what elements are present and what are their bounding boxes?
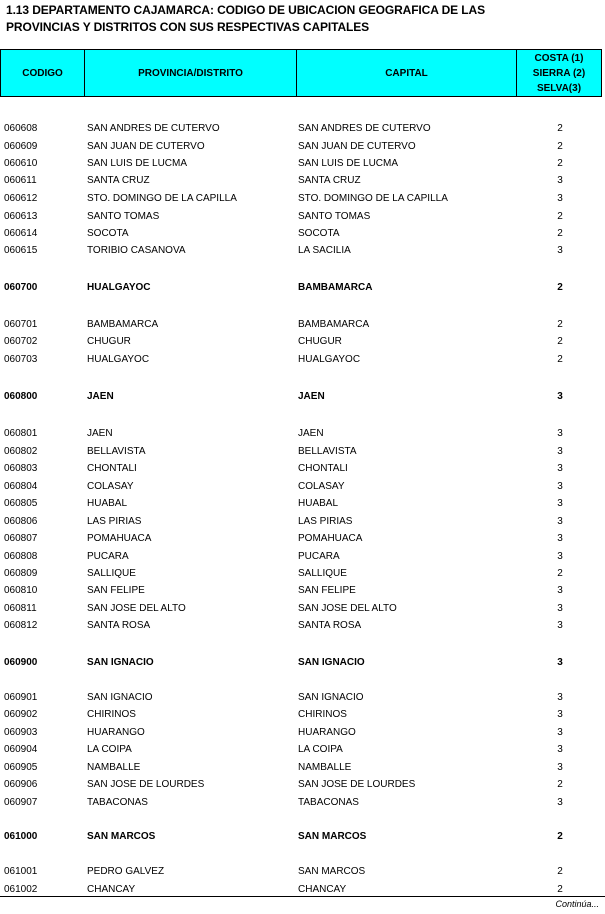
header-region-selva: SELVA(3) — [536, 82, 582, 94]
header-region-sierra: SIERRA (2) — [532, 67, 586, 79]
header-capital: CAPITAL — [297, 50, 517, 96]
region-cell: 2 — [557, 779, 563, 790]
name-cell: SANTA CRUZ — [87, 175, 150, 186]
capital-cell: POMAHUACA — [298, 533, 363, 544]
name-cell: PEDRO GALVEZ — [87, 866, 165, 877]
district-row — [0, 210, 605, 224]
district-row — [0, 318, 605, 332]
name-cell: POMAHUACA — [87, 533, 152, 544]
region-cell: 3 — [557, 744, 563, 755]
capital-cell: HUARANGO — [298, 727, 356, 738]
capital-cell: BAMBAMARCA — [298, 282, 373, 293]
code-cell: 060610 — [4, 158, 38, 169]
district-row — [0, 883, 605, 897]
header-region-costa: COSTA (1) — [534, 52, 584, 64]
region-cell: 2 — [557, 354, 563, 365]
code-cell: 060614 — [4, 228, 38, 239]
name-cell: HUABAL — [87, 498, 128, 509]
capital-cell: SAN IGNACIO — [298, 657, 365, 668]
capital-cell: SAN LUIS DE LUCMA — [298, 158, 399, 169]
name-cell: SOCOTA — [87, 228, 129, 239]
capital-cell: JAEN — [298, 428, 324, 439]
code-cell: 061000 — [4, 831, 38, 842]
code-cell: 060803 — [4, 463, 38, 474]
capital-cell: LA COIPA — [298, 744, 343, 755]
capital-cell: BAMBAMARCA — [298, 319, 370, 330]
region-cell: 2 — [557, 866, 563, 877]
code-cell: 060608 — [4, 123, 38, 134]
code-cell: 060903 — [4, 727, 38, 738]
district-row — [0, 497, 605, 511]
name-cell: SAN JUAN DE CUTERVO — [87, 141, 205, 152]
code-cell: 060701 — [4, 319, 38, 330]
capital-cell: LA SACILIA — [298, 245, 351, 256]
district-row — [0, 353, 605, 367]
name-cell: SAN IGNACIO — [87, 657, 154, 668]
name-cell: NAMBALLE — [87, 762, 141, 773]
code-cell: 060906 — [4, 779, 38, 790]
code-cell: 060904 — [4, 744, 38, 755]
name-cell: HUARANGO — [87, 727, 145, 738]
capital-cell: COLASAY — [298, 481, 345, 492]
capital-cell: SAN JOSE DE LOURDES — [298, 779, 416, 790]
region-cell: 2 — [557, 158, 563, 169]
district-row — [0, 567, 605, 581]
district-row — [0, 445, 605, 459]
capital-cell: SANTO TOMAS — [298, 211, 371, 222]
code-cell: 060812 — [4, 620, 38, 631]
name-cell: HUALGAYOC — [87, 354, 150, 365]
code-cell: 060810 — [4, 585, 38, 596]
region-cell: 3 — [557, 762, 563, 773]
code-cell: 060811 — [4, 603, 37, 614]
name-cell: SAN IGNACIO — [87, 692, 153, 703]
name-cell: LA COIPA — [87, 744, 132, 755]
district-row — [0, 192, 605, 206]
name-cell: CHONTALI — [87, 463, 137, 474]
code-cell: 060611 — [4, 175, 37, 186]
province-row — [0, 281, 605, 295]
table-header — [0, 49, 602, 97]
region-cell: 2 — [557, 228, 563, 239]
capital-cell: LAS PIRIAS — [298, 516, 353, 527]
region-cell: 2 — [557, 568, 563, 579]
region-cell: 3 — [557, 498, 563, 509]
province-row — [0, 830, 605, 844]
region-cell: 3 — [557, 481, 563, 492]
capital-cell: SANTA ROSA — [298, 620, 362, 631]
title-line-2: PROVINCIAS Y DISTRITOS CON SUS RESPECTIVAS CAPITALES — [6, 20, 370, 34]
capital-cell: PUCARA — [298, 551, 340, 562]
district-row — [0, 515, 605, 529]
district-row — [0, 157, 605, 171]
capital-cell: SAN FELIPE — [298, 585, 356, 596]
province-row — [0, 390, 605, 404]
name-cell: SAN LUIS DE LUCMA — [87, 158, 188, 169]
code-cell: 060700 — [4, 282, 38, 293]
capital-cell: CHIRINOS — [298, 709, 347, 720]
name-cell: SAN ANDRES DE CUTERVO — [87, 123, 220, 134]
district-row — [0, 335, 605, 349]
region-cell: 3 — [557, 245, 563, 256]
capital-cell: HUABAL — [298, 498, 339, 509]
district-row — [0, 174, 605, 188]
capital-cell: TABACONAS — [298, 797, 359, 808]
name-cell: COLASAY — [87, 481, 134, 492]
region-cell: 3 — [557, 516, 563, 527]
district-row — [0, 761, 605, 775]
capital-cell: CHANCAY — [298, 884, 347, 895]
name-cell: SAN JOSE DE LOURDES — [87, 779, 205, 790]
region-cell: 3 — [557, 428, 563, 439]
capital-cell: CHUGUR — [298, 336, 342, 347]
name-cell: JAEN — [87, 391, 114, 402]
code-cell: 060613 — [4, 211, 38, 222]
capital-cell: SAN JUAN DE CUTERVO — [298, 141, 416, 152]
region-cell: 2 — [557, 282, 563, 293]
region-cell: 3 — [557, 585, 563, 596]
code-cell: 060804 — [4, 481, 38, 492]
region-cell: 2 — [557, 831, 563, 842]
district-row — [0, 619, 605, 633]
name-cell: PUCARA — [87, 551, 129, 562]
capital-cell: SOCOTA — [298, 228, 340, 239]
capital-cell: CHONTALI — [298, 463, 348, 474]
region-cell: 3 — [557, 657, 563, 668]
name-cell: LAS PIRIAS — [87, 516, 142, 527]
region-cell: 3 — [557, 551, 563, 562]
name-cell: HUALGAYOC — [87, 282, 151, 293]
document-title — [6, 2, 596, 36]
capital-cell: STO. DOMINGO DE LA CAPILLA — [298, 193, 448, 204]
region-cell: 3 — [557, 533, 563, 544]
name-cell: SAN FELIPE — [87, 585, 145, 596]
code-cell: 060809 — [4, 568, 38, 579]
region-cell: 3 — [557, 797, 563, 808]
name-cell: BAMBAMARCA — [87, 319, 159, 330]
capital-cell: SAN MARCOS — [298, 866, 366, 877]
code-cell: 060805 — [4, 498, 38, 509]
region-cell: 3 — [557, 463, 563, 474]
header-region — [517, 50, 601, 96]
district-row — [0, 584, 605, 598]
capital-cell: SAN IGNACIO — [298, 692, 364, 703]
region-cell: 2 — [557, 336, 563, 347]
name-cell: SANTA ROSA — [87, 620, 151, 631]
code-cell: 060801 — [4, 428, 38, 439]
code-cell: 061002 — [4, 884, 38, 895]
name-cell: SALLIQUE — [87, 568, 136, 579]
code-cell: 060806 — [4, 516, 38, 527]
code-cell: 060800 — [4, 391, 38, 402]
name-cell: SAN JOSE DEL ALTO — [87, 603, 186, 614]
code-cell: 060802 — [4, 446, 38, 457]
capital-cell: SALLIQUE — [298, 568, 347, 579]
capital-cell: SAN MARCOS — [298, 831, 367, 842]
region-cell: 3 — [557, 193, 563, 204]
region-cell: 3 — [557, 603, 563, 614]
code-cell: 060807 — [4, 533, 38, 544]
region-cell: 3 — [557, 620, 563, 631]
code-cell: 060900 — [4, 657, 38, 668]
header-codigo: CODIGO — [1, 50, 85, 96]
code-cell: 060612 — [4, 193, 38, 204]
code-cell: 060702 — [4, 336, 38, 347]
district-row — [0, 480, 605, 494]
name-cell: CHUGUR — [87, 336, 131, 347]
district-row — [0, 122, 605, 136]
district-row — [0, 532, 605, 546]
capital-cell: JAEN — [298, 391, 325, 402]
region-cell: 3 — [557, 175, 563, 186]
code-cell: 060808 — [4, 551, 38, 562]
region-cell: 2 — [557, 123, 563, 134]
capital-cell: NAMBALLE — [298, 762, 352, 773]
district-row — [0, 796, 605, 810]
capital-cell: HUALGAYOC — [298, 354, 361, 365]
capital-cell: SAN ANDRES DE CUTERVO — [298, 123, 431, 134]
district-row — [0, 691, 605, 705]
code-cell: 060615 — [4, 245, 38, 256]
code-cell: 060703 — [4, 354, 38, 365]
district-row — [0, 743, 605, 757]
name-cell: SANTO TOMAS — [87, 211, 160, 222]
name-cell: SAN MARCOS — [87, 831, 156, 842]
capital-cell: SAN JOSE DEL ALTO — [298, 603, 397, 614]
district-row — [0, 726, 605, 740]
province-row — [0, 656, 605, 670]
capital-cell: BELLAVISTA — [298, 446, 357, 457]
district-row — [0, 462, 605, 476]
code-cell: 060901 — [4, 692, 38, 703]
region-cell: 3 — [557, 727, 563, 738]
code-cell: 060902 — [4, 709, 38, 720]
region-cell: 2 — [557, 211, 563, 222]
code-cell: 060905 — [4, 762, 38, 773]
district-row — [0, 550, 605, 564]
district-row — [0, 140, 605, 154]
code-cell: 060907 — [4, 797, 38, 808]
district-row — [0, 244, 605, 258]
title-line-1: 1.13 DEPARTAMENTO CAJAMARCA: CODIGO DE UBICACION GEOGRAFICA DE LAS — [6, 3, 485, 17]
region-cell: 2 — [557, 319, 563, 330]
name-cell: TABACONAS — [87, 797, 148, 808]
name-cell: CHIRINOS — [87, 709, 136, 720]
name-cell: CHANCAY — [87, 884, 136, 895]
bottom-divider — [0, 896, 605, 897]
capital-cell: SANTA CRUZ — [298, 175, 361, 186]
header-provincia-distrito: PROVINCIA/DISTRITO — [85, 50, 297, 96]
code-cell: 061001 — [4, 866, 38, 877]
district-row — [0, 227, 605, 241]
continued-note: Continúa... — [555, 899, 599, 909]
district-row — [0, 708, 605, 722]
region-cell: 2 — [557, 141, 563, 152]
name-cell: STO. DOMINGO DE LA CAPILLA — [87, 193, 237, 204]
district-row — [0, 427, 605, 441]
name-cell: BELLAVISTA — [87, 446, 146, 457]
name-cell: TORIBIO CASANOVA — [87, 245, 186, 256]
name-cell: JAEN — [87, 428, 113, 439]
district-row — [0, 865, 605, 879]
region-cell: 3 — [557, 391, 563, 402]
code-cell: 060609 — [4, 141, 38, 152]
district-row — [0, 778, 605, 792]
region-cell: 3 — [557, 446, 563, 457]
region-cell: 3 — [557, 692, 563, 703]
region-cell: 3 — [557, 709, 563, 720]
region-cell: 2 — [557, 884, 563, 895]
district-row — [0, 602, 605, 616]
